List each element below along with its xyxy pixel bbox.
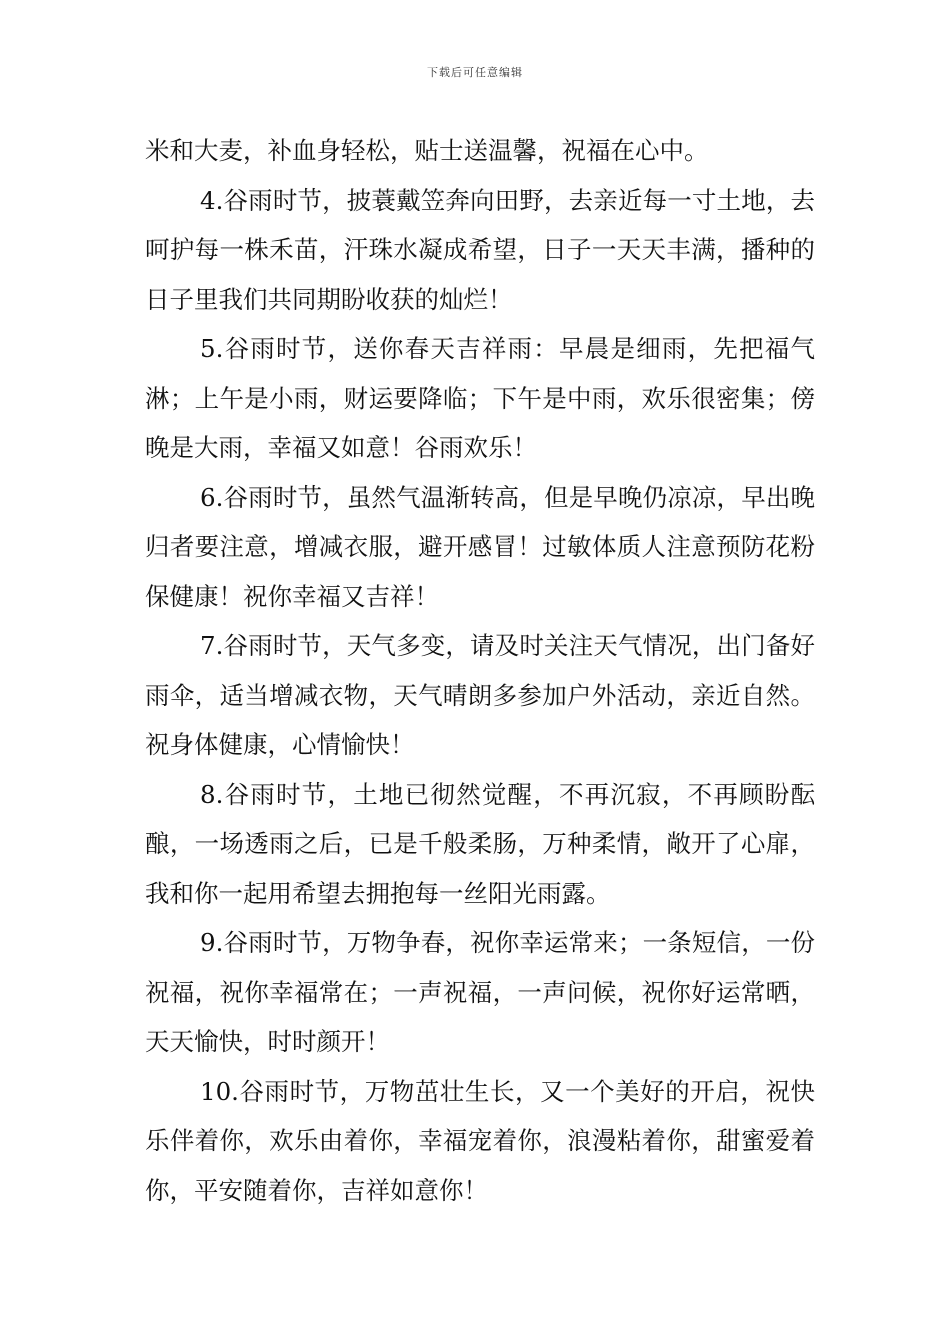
paragraph: 4.谷雨时节，披蓑戴笠奔向田野，去亲近每一寸土地，去呵护每一株禾苗，汗珠水凝成希望，日子一天天丰满，播种的日子里我们共同期盼收获的灿烂！ (145, 185, 815, 314)
paragraph: 6.谷雨时节，虽然气温渐转高，但是早晚仍凉凉，早出晚归者要注意，增减衣服，避开感冒！过敏体质人注意预防花粉保健康！祝你幸福又吉祥！ (145, 482, 815, 611)
page-header: 下载后可任意编辑 (427, 66, 523, 79)
paragraph: 9.谷雨时节，万物争春，祝你幸运常来；一条短信，一份祝福，祝你幸福常在；一声祝福，一声问候，祝你好运常晒，天天愉快，时时颜开！ (145, 928, 815, 1056)
paragraph: 米和大麦，补血身轻松，贴士送温馨，祝福在心中。 (145, 136, 709, 165)
paragraph: 7.谷雨时节，天气多变，请及时关注天气情况，出门备好雨伞，适当增减衣物，天气晴朗多参加户外活动，亲近自然。祝身体健康，心情愉快！ (145, 631, 815, 759)
document-body (145, 126, 815, 1215)
paragraph: 10.谷雨时节，万物茁壮生长，又一个美好的开启，祝快乐伴着你，欢乐由着你，幸福宠着你，浪漫粘着你，甜蜜爱着你，平安随着你，吉祥如意你！ (145, 1076, 815, 1205)
paragraph: 8.谷雨时节，土地已彻然觉醒，不再沉寂，不再顾盼酝酿，一场透雨之后，已是千般柔肠，万种柔情，敞开了心扉，我和你一起用希望去拥抱每一丝阳光雨露。 (145, 779, 815, 908)
paragraph: 5.谷雨时节，送你春天吉祥雨：早晨是细雨，先把福气淋；上午是小雨，财运要降临；下午是中雨，欢乐很密集；傍晚是大雨，幸福又如意！谷雨欢乐！ (145, 334, 815, 462)
